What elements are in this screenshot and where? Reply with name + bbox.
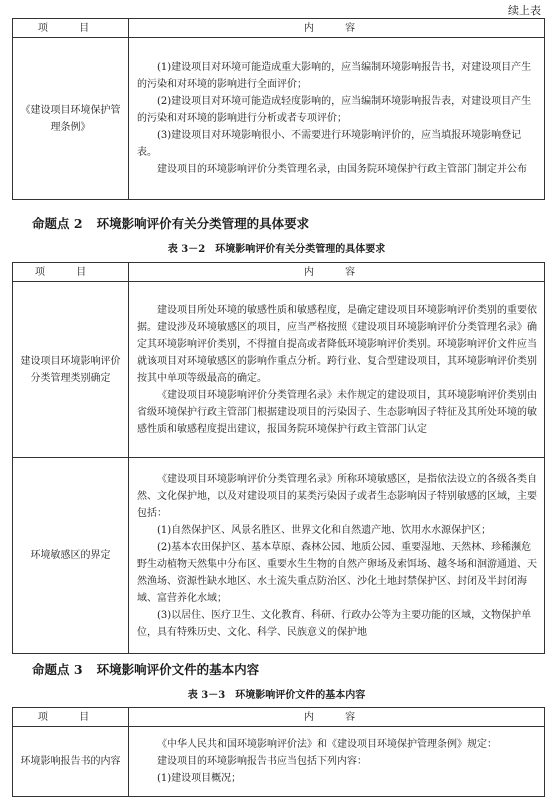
table-caption-3: 表 3－3 环境影响评价文件的基本内容 — [187, 690, 366, 701]
row-item: 建设项目环境影响评价分类管理类别确定 — [13, 282, 129, 458]
row-item: 《建设项目环境保护管理条例》 — [13, 38, 129, 200]
table-row — [13, 38, 545, 200]
table-header-row — [13, 19, 545, 38]
paragraph: (2)建设项目对环境可能造成轻度影响的，应当编制环境影响报告表，对建设项目产生的污染和对环境的影响进行分析或者专项评价； — [137, 96, 532, 124]
paragraph: (1)自然保护区、风景名胜区、世界文化和自然遗产地、饮用水水源保护区； — [157, 524, 492, 536]
table-header-row — [13, 263, 545, 282]
paragraph: 《中华人民共和国环境影响评价法》和《建设项目环境保护管理条例》规定： — [157, 739, 497, 750]
header-item: 项 目 — [13, 708, 129, 727]
paragraph: 建设项目所处环境的敏感性质和敏感程度，是确定建设项目环境影响评价类别的重要依据。建设涉及环境敏感区的项目，应当严格按照《建设项目环境影响评价分类管理名录》确定其环境影响评价类别，不得擅自提高或者降低环境影响评价类别。环境影响评价文件应当就该项目对环境敏感区的影响作重点分析。跨行业、复合型建设项目，其环境影响评价类别按其中单项等级最高的确定。 — [137, 304, 537, 384]
paragraph: 《建设项目环境影响评价分类管理名录》未作规定的建设项目，其环境影响评价类别由省级环境保护行政主管部门根据建设项目的污染因子、生态影响因子特征及其所处环境的敏感性质和敏感程度提出建议，报国务院环境保护行政主管部门认定 — [137, 389, 537, 435]
table-row — [13, 727, 545, 797]
header-content: 内 容 — [129, 263, 545, 282]
header-content: 内 容 — [129, 708, 545, 727]
header-item: 项 目 — [13, 19, 129, 38]
paragraph: 建设项目的环境影响报告书应当包括下列内容： — [157, 756, 367, 767]
header-content: 内 容 — [129, 19, 545, 38]
row-item: 环境影响报告书的内容 — [13, 727, 129, 797]
paragraph: (3)建设项目对环境影响很小、不需要进行环境影响评价的，应当填报环境影响登记表。 — [137, 130, 522, 158]
table-row — [13, 282, 545, 458]
table-regulation — [12, 18, 545, 200]
continued-label: 续上表 — [508, 4, 541, 17]
header-item: 项 目 — [13, 263, 129, 282]
table-classification — [12, 262, 545, 654]
table-row — [13, 458, 545, 654]
paragraph: (1)建设项目对环境可能造成重大影响的，应当编制环境影响报告书，对建设项目产生的污染和对环境的影响进行全面评价； — [137, 62, 532, 90]
section-heading-3: 命题点 3 环境影响评价文件的基本内容 — [32, 662, 260, 677]
paragraph: 建设项目的环境影响评价分类管理名录，由国务院环境保护行政主管部门制定并公布 — [157, 164, 527, 175]
row-content — [129, 282, 545, 458]
paragraph: 《建设项目环境影响评价分类管理名录》所称环境敏感区，是指依法设立的各级各类自然、文化保护地，以及对建设项目的某类污染因子或者生态影响因子特别敏感的区域，主要包括： — [137, 473, 537, 519]
section-heading-2: 命题点 2 环境影响评价有关分类管理的具体要求 — [32, 216, 310, 231]
table-header-row — [13, 708, 545, 727]
row-item: 环境敏感区的界定 — [13, 458, 129, 654]
paragraph: (3)以居住、医疗卫生、文化教育、科研、行政办公等为主要功能的区域，文物保护单位，具有特殊历史、文化、科学、民族意义的保护地 — [137, 609, 532, 638]
paragraph: (1)建设项目概况； — [157, 773, 242, 784]
table-caption-2: 表 3－2 环境影响评价有关分类管理的具体要求 — [167, 244, 386, 255]
row-content — [129, 458, 545, 654]
row-content — [129, 38, 545, 200]
table-content — [12, 707, 545, 797]
row-content — [129, 727, 545, 797]
paragraph: (2)基本农田保护区、基本草原、森林公园、地质公园、重要湿地、天然林、珍稀濒危野生动植物天然集中分布区、重要水生生物的自然产卵场及索饵场、越冬场和洄游通道、天然渔场、资源性缺水地区、水土流失重点防治区、沙化土地封禁保护区、封闭及半封闭海域、富营养化水域； — [137, 541, 537, 604]
